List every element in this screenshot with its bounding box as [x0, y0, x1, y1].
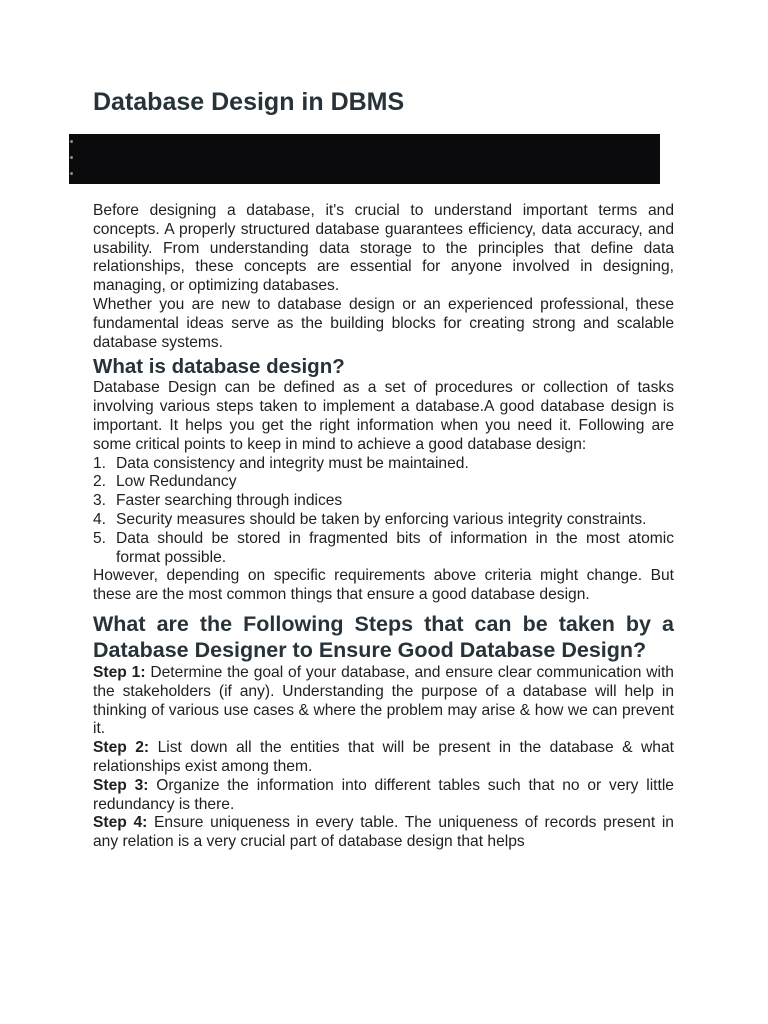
list-item	[93, 455, 674, 474]
list-number: 5.	[93, 529, 107, 547]
step-text: Ensure uniqueness in every table. The uniqueness of records present in any relation is a very crucial part of database design that helps	[93, 814, 674, 851]
step-text: Determine the goal of your database, and ensure clear communication with the stakeholders (if any). Understanding the purpose of a database will help in thinking of various use cases & where the problem may arise & how we can prevent it.	[93, 663, 674, 738]
intro-paragraph: Whether you are new to database design or an experienced professional, these fundamental ideas serve as the building blocks for creating strong and scalable database systems.	[93, 295, 674, 351]
list-item	[93, 473, 674, 492]
list-text: Faster searching through indices	[116, 492, 343, 510]
bullet-dot	[70, 140, 73, 143]
bullet-dot	[70, 156, 73, 159]
list-number: 4.	[93, 510, 107, 528]
embedded-media-placeholder	[69, 134, 660, 184]
step-label: Step 3:	[93, 776, 149, 794]
step-paragraph	[93, 664, 674, 739]
list-item	[93, 530, 674, 568]
step-paragraph	[93, 814, 674, 852]
page-title: Database Design in DBMS	[93, 88, 405, 116]
step-label: Step 1:	[93, 663, 146, 681]
section-paragraph: However, depending on specific requirements above criteria might change. But these are the most common things that ensure a good database design.	[93, 567, 674, 604]
section-heading: What is database design?	[93, 355, 345, 379]
list-number: 3.	[93, 492, 107, 510]
step-paragraph	[93, 739, 674, 777]
list-text: Low Redundancy	[116, 473, 237, 491]
step-paragraph	[93, 777, 674, 815]
bullet-dot	[70, 172, 73, 175]
list-text: Security measures should be taken by enforcing various integrity constraints.	[116, 510, 647, 528]
list-number: 2.	[93, 473, 107, 491]
step-label: Step 2:	[93, 739, 150, 757]
critical-points-list	[93, 455, 674, 568]
intro-paragraph: Before designing a database, it's crucial to understand important terms and concepts. A properly structured database guarantees efficiency, data accuracy, and usability. From understanding data storage to the principles that define data relationships, these concepts are essential for anyone involved in designing, managing, or optimizing databases.	[93, 202, 674, 295]
list-item	[93, 511, 674, 530]
step-text: Organize the information into different tables such that no or very little redundancy is there.	[93, 776, 674, 813]
list-text: Data should be stored in fragmented bits of information in the most atomic format possible.	[116, 529, 674, 566]
section-paragraph: Database Design can be defined as a set of procedures or collection of tasks involving various steps taken to implement a database.A good database design is important. It helps you get the right information when you need it. Following are some critical points to keep in mind to achieve a good database design:	[93, 379, 674, 453]
list-item	[93, 492, 674, 511]
step-label: Step 4:	[93, 814, 148, 832]
list-number: 1.	[93, 454, 107, 472]
list-text: Data consistency and integrity must be maintained.	[116, 454, 469, 472]
article-body	[93, 202, 674, 852]
step-text: List down all the entities that will be present in the database & what relationships exist among them.	[93, 739, 674, 775]
section-heading: What are the Following Steps that can be taken by a Database Designer to Ensure Good Database Design?	[93, 611, 674, 662]
